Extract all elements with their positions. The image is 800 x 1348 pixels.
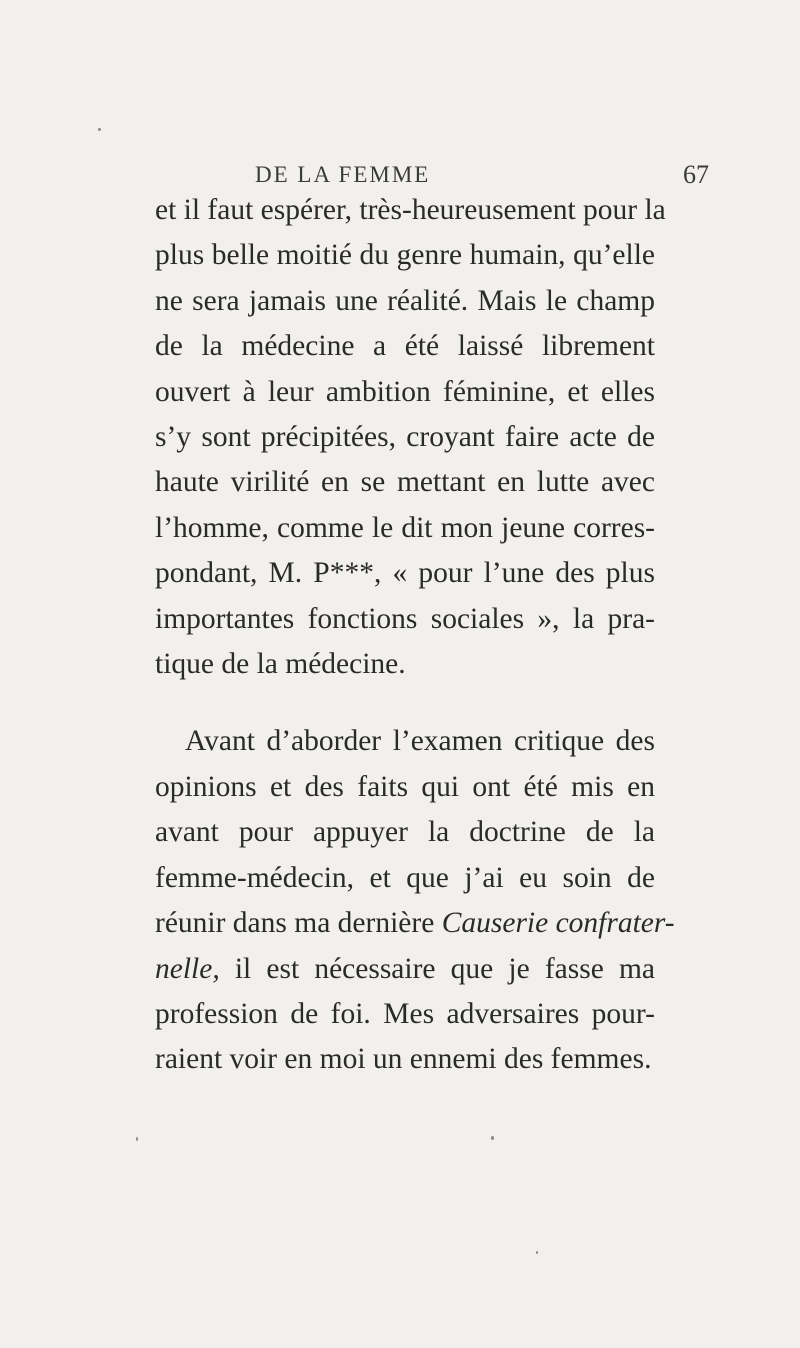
text-line: s’y sont précipitées, croyant faire acte de xyxy=(155,421,655,454)
paper-speck xyxy=(491,1136,494,1140)
paper-speck xyxy=(536,1251,538,1254)
book-title-italic: Causerie confrater- xyxy=(441,907,675,940)
text-line: Avant d’aborder l’examen critique des xyxy=(185,725,655,758)
text-line: haute virilité en se mettant en lutte avec xyxy=(155,466,655,499)
text-line: de la médecine a été laissé librement xyxy=(155,330,655,363)
text-fragment: il est nécessaire que je fasse ma xyxy=(219,952,655,985)
text-line: ouvert à leur ambition féminine, et elles xyxy=(155,375,655,408)
text-line: femme-médecin, et que j’ai eu soin de xyxy=(155,861,655,894)
page-number: 67 xyxy=(683,160,709,189)
text-line: et il faut espérer, très-heureusement pour la xyxy=(155,194,666,226)
text-line: plus belle moitié du genre humain, qu’elle xyxy=(155,239,655,272)
text-line: importantes fonctions sociales », la pra- xyxy=(155,602,655,635)
text-line: ne sera jamais une réalité. Mais le champ xyxy=(155,284,655,317)
paragraph-1 xyxy=(155,188,666,687)
paper-speck xyxy=(98,128,101,131)
text-line: pondant, M. P***, « pour l’une des plus xyxy=(155,557,655,590)
text-line: l’homme, comme le dit mon jeune corres- xyxy=(155,511,655,544)
book-title-italic: nelle, xyxy=(155,952,220,985)
text-line: tique de la médecine. xyxy=(155,648,406,681)
paragraph-2 xyxy=(155,719,675,1082)
text-line xyxy=(155,947,655,992)
text-line: avant pour appuyer la doctrine de la xyxy=(155,816,655,849)
text-fragment: réunir dans ma dernière xyxy=(155,907,442,940)
text-line: opinions et des faits qui ont été mis en xyxy=(155,770,655,803)
text-line: profession de foi. Mes adversaires pour- xyxy=(155,997,655,1030)
running-head: DE LA FEMME xyxy=(255,162,431,187)
paper-speck xyxy=(136,1137,138,1141)
text-line xyxy=(155,901,675,946)
text-line: raient voir en moi un ennemi des femmes. xyxy=(155,1043,652,1076)
body-text xyxy=(155,188,675,1083)
